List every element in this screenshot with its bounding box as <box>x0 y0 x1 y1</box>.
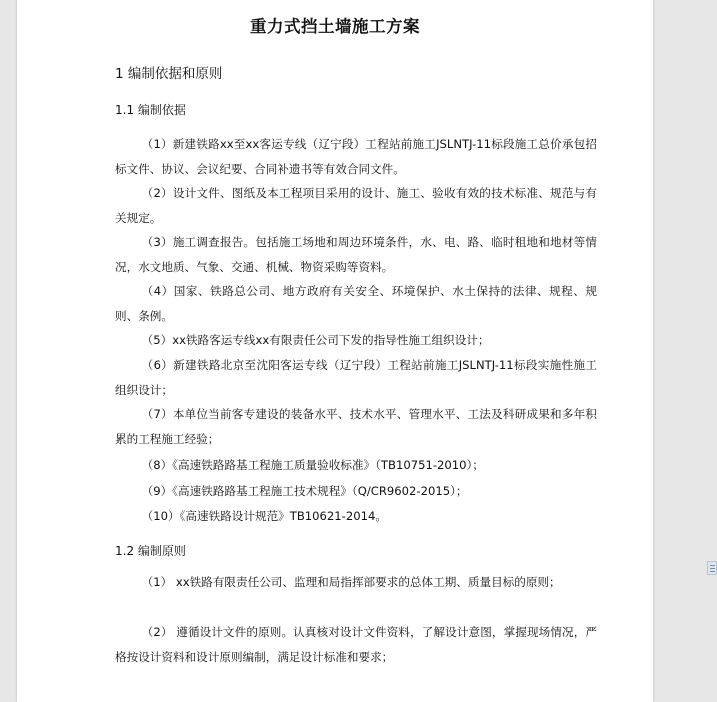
section-heading-1: 1 编制依据和原则 <box>115 66 223 82</box>
paragraph: （7）本单位当前客专建设的装备水平、技术水平、管理水平、工法及科研成果和多年积累的工程施工经验； <box>115 407 597 446</box>
paragraph: （10）《高速铁路设计规范》TB10621-2014。 <box>141 509 387 523</box>
paragraph: （1）新建铁路xx至xx客运专线（辽宁段）工程站前施工JSLNTJ-11标段施工总价承包招标文件、协议、会议纪要、合同补遗书等有效合同文件。 <box>115 137 597 176</box>
subsection-heading-1-2: 1.2 编制原则 <box>115 544 186 558</box>
document-title: 重力式挡土墙施工方案 <box>250 17 420 36</box>
paragraph: （2） 遵循设计文件的原则。认真核对设计文件资料，了解设计意图，掌握现场情况，严格按设计资料和设计原则编制，满足设计标准和要求； <box>115 625 597 664</box>
document-page <box>17 0 653 702</box>
paragraph: （1） xx铁路有限责任公司、监理和局指挥部要求的总体工期、质量目标的原则； <box>141 575 561 589</box>
paragraph: （9）《高速铁路路基工程施工技术规程》（Q/CR9602-2015）； <box>141 484 468 498</box>
paragraph: （2）设计文件、图纸及本工程项目采用的设计、施工、验收有效的技术标准、规范与有关规定。 <box>115 186 597 225</box>
paragraph: （6）新建铁路北京至沈阳客运专线（辽宁段）工程站前施工JSLNTJ-11标段实施性施工组织设计； <box>115 358 597 397</box>
paragraph: （8）《高速铁路路基工程施工质量验收标准》（TB10751-2010）； <box>141 458 484 472</box>
paragraph: （4）国家、铁路总公司、地方政府有关安全、环境保护、水土保持的法律、规程、规则、条例。 <box>115 284 597 323</box>
side-panel-handle-icon[interactable] <box>707 561 717 575</box>
subsection-heading-1-1: 1.1 编制依据 <box>115 103 186 117</box>
paragraph: （5）xx铁路客运专线xx有限责任公司下发的指导性施工组织设计； <box>141 333 490 347</box>
paragraph: （3）施工调查报告。包括施工场地和周边环境条件，水、电、路、临时租地和地材等情况，水文地质、气象、交通、机械、物资采购等资料。 <box>115 235 597 274</box>
